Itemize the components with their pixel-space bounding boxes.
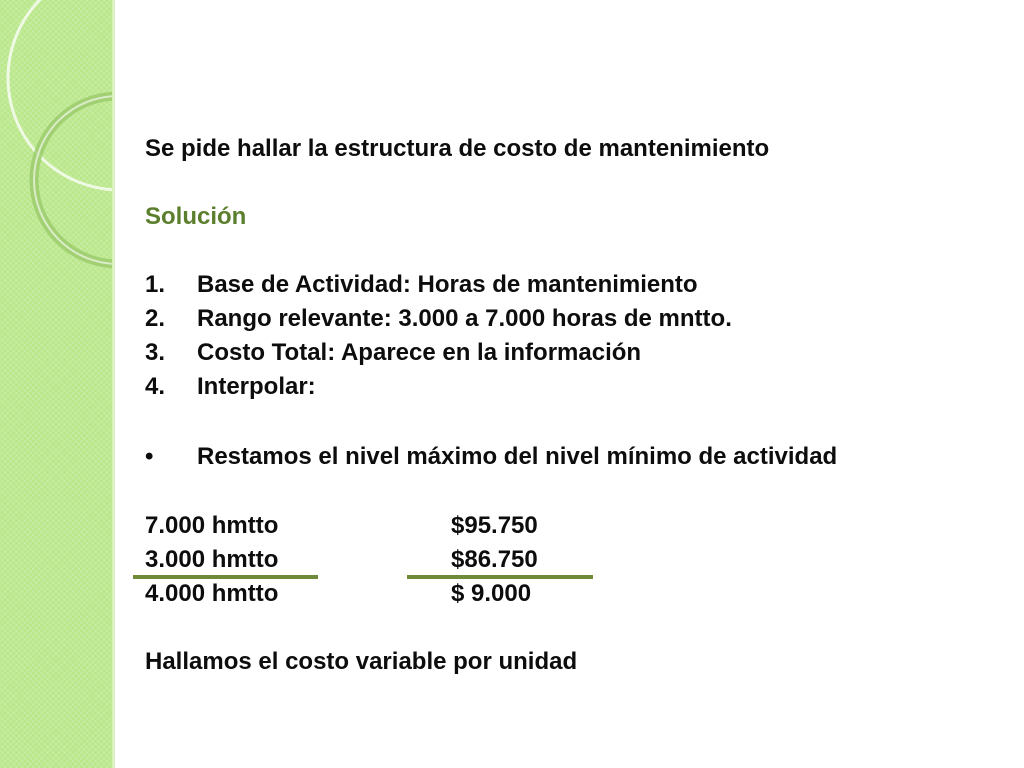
list-item <box>145 268 732 302</box>
list-item <box>145 370 732 404</box>
list-text: Costo Total: Aparece en la información <box>197 339 642 366</box>
calculation-row-min <box>145 543 745 577</box>
slide-body <box>145 0 965 768</box>
bullet-text: Restamos el nivel máximo del nivel mínimo de actividad <box>197 443 838 470</box>
conclusion-text: Hallamos el costo variable por unidad <box>145 648 578 675</box>
list-text: Base de Actividad: Horas de mantenimiento <box>197 271 698 298</box>
steps-list <box>145 268 732 404</box>
list-item <box>145 336 732 370</box>
decorative-rings <box>0 0 112 768</box>
list-number: 2. <box>145 305 166 332</box>
hours-value: 7.000 hmtto <box>145 512 279 539</box>
list-item <box>145 302 732 336</box>
cost-value: $ 9.000 <box>451 580 532 607</box>
calculation-row-max <box>145 509 745 543</box>
section-heading: Solución <box>145 203 247 230</box>
list-text: Rango relevante: 3.000 a 7.000 horas de mntto. <box>197 305 732 332</box>
list-text: Interpolar: <box>197 373 316 400</box>
bullet-symbol: • <box>145 443 154 470</box>
calculation-row-difference <box>145 577 745 611</box>
hours-value: 4.000 hmtto <box>145 580 279 607</box>
decorative-side-band <box>0 0 115 768</box>
bullet-item <box>145 442 837 472</box>
list-number: 3. <box>145 339 166 366</box>
cost-value: $86.750 <box>451 546 538 573</box>
slide-title: Se pide hallar la estructura de costo de mantenimiento <box>145 135 770 162</box>
list-number: 1. <box>145 271 166 298</box>
hours-value: 3.000 hmtto <box>145 546 279 573</box>
list-number: 4. <box>145 373 166 400</box>
cost-value: $95.750 <box>451 512 538 539</box>
